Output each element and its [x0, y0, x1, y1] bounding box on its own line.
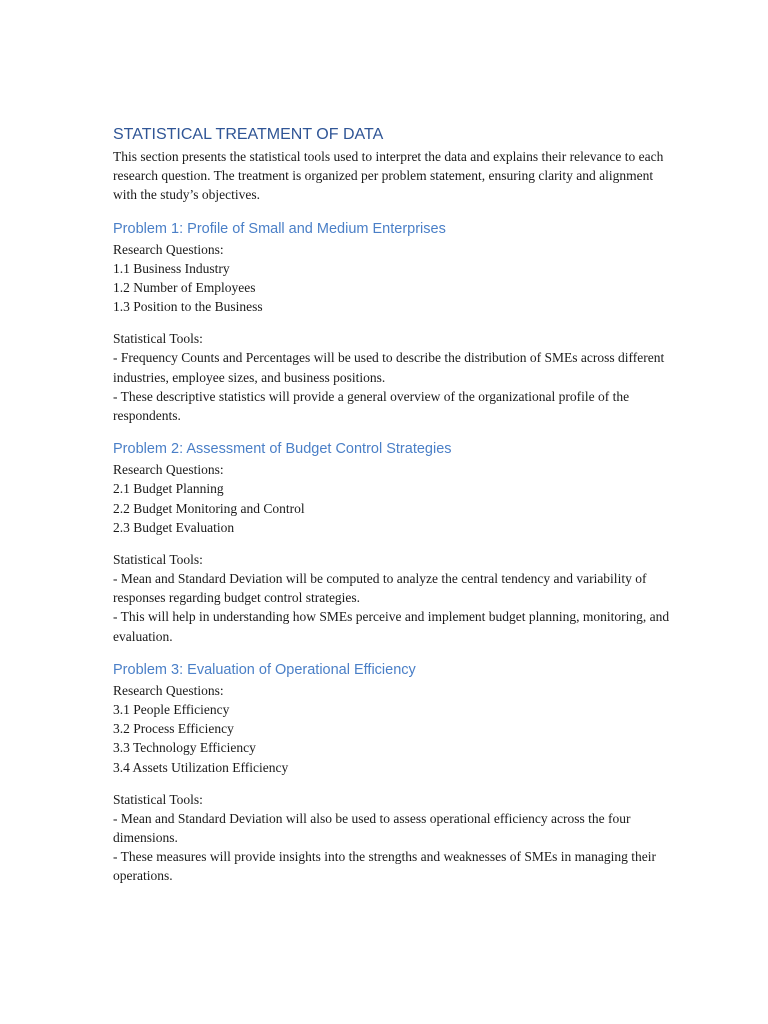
problem-heading: Problem 1: Profile of Small and Medium Enterprises: [113, 220, 446, 237]
problem-section-2: [113, 439, 673, 646]
research-question-item: 2.2 Budget Monitoring and Control: [113, 500, 305, 516]
research-question-item: 3.1 People Efficiency: [113, 702, 230, 718]
intro-paragraph: This section presents the statistical tools used to interpret the data and explains their relevance to each research question. The treatment is organized per problem statement, ensuring clarity and alignment with the study’s objectives.: [113, 149, 664, 203]
research-questions-label: Research Questions:: [113, 682, 224, 698]
research-question-item: 3.2 Process Efficiency: [113, 721, 234, 737]
research-question-item: 1.3 Position to the Business: [113, 299, 263, 315]
statistical-tool-item: - This will help in understanding how SMEs perceive and implement budget planning, monitoring, and evaluation.: [113, 609, 670, 644]
document-title: STATISTICAL TREATMENT OF DATA: [113, 126, 384, 143]
research-question-item: 1.2 Number of Employees: [113, 280, 256, 296]
statistical-tools-block: [113, 790, 673, 886]
problem-heading: Problem 2: Assessment of Budget Control Strategies: [113, 441, 452, 458]
statistical-tool-item: - These descriptive statistics will provide a general overview of the organizational profile of the respondents.: [113, 388, 630, 424]
research-questions-label: Research Questions:: [113, 462, 224, 478]
statistical-tools-block: [113, 329, 673, 425]
statistical-tool-item: - Frequency Counts and Percentages will be used to describe the distribution of SMEs across different industries, employee sizes, and business positions.: [113, 350, 665, 385]
statistical-tool-item: - Mean and Standard Deviation will also be used to assess operational efficiency across the four dimensions.: [113, 810, 631, 846]
research-question-item: 1.1 Business Industry: [113, 260, 230, 276]
problem-heading: Problem 3: Evaluation of Operational Efficiency: [113, 661, 416, 678]
statistical-tool-item: - Mean and Standard Deviation will be computed to analyze the central tendency and variability of responses regarding budget control strategies.: [113, 571, 647, 606]
statistical-tools-block: [113, 550, 673, 646]
statistical-tools-label: Statistical Tools:: [113, 791, 203, 807]
research-question-item: 2.3 Budget Evaluation: [113, 519, 235, 535]
statistical-tool-item: - These measures will provide insights into the strengths and weaknesses of SMEs in managing their operations.: [113, 849, 657, 884]
research-question-item: 3.3 Technology Efficiency: [113, 740, 256, 756]
statistical-tools-label: Statistical Tools:: [113, 551, 203, 567]
statistical-tools-label: Statistical Tools:: [113, 331, 203, 347]
research-question-item: 3.4 Assets Utilization Efficiency: [113, 759, 289, 775]
research-question-item: 2.1 Budget Planning: [113, 481, 224, 497]
problem-section-3: [113, 660, 673, 886]
document-page: [113, 124, 673, 886]
research-questions-label: Research Questions:: [113, 241, 224, 257]
problem-section-1: [113, 219, 673, 426]
